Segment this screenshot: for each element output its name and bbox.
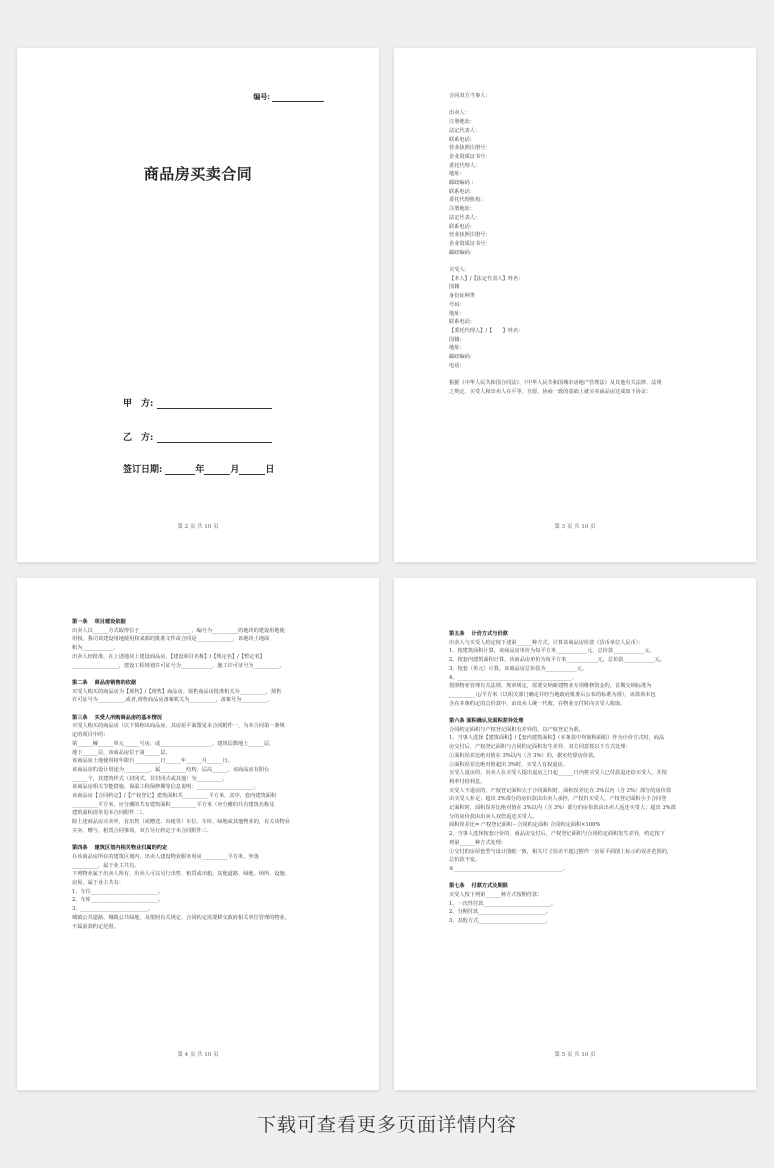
text-line: 列第______种方式处理： bbox=[449, 839, 507, 846]
text-line: 由买受人补足；超出 3%部分的房价款由出卖人承担，产权归买受人。产权登记面积小于合同登 bbox=[449, 796, 667, 803]
article-heading: 第四条 建筑区划内相关物业归属的约定 bbox=[72, 845, 168, 852]
text-line: 委托代理人： bbox=[449, 162, 481, 169]
party-a-blank bbox=[157, 399, 272, 409]
text-line: 出卖人： bbox=[449, 110, 470, 117]
text-line: 邮政编码 ： bbox=[449, 180, 477, 187]
text-line: 身份证种类 bbox=[449, 293, 475, 300]
blank-line bbox=[72, 836, 334, 845]
text-line: 企业资质证书号： bbox=[449, 240, 491, 247]
text-line: 地址： bbox=[449, 171, 465, 178]
text-line: 法定代表人： bbox=[449, 127, 481, 134]
party-b-blank bbox=[157, 433, 272, 443]
text-line: 3、按套（单元）计算，该商品房总价款为____________元。 bbox=[449, 665, 588, 672]
day-label: 日 bbox=[265, 465, 275, 475]
text-line: 该商品房相关节能措施、保温工程保修期等信息说明：______________________。 bbox=[72, 784, 259, 791]
text-line: 地下______层，该商品房位于第______层。 bbox=[72, 749, 171, 756]
page-articles-5-7 bbox=[394, 578, 756, 1090]
text-line: __________元/平方米（以相关部门确定并经当地政府批准后公布的标准为准），该款项未包 bbox=[449, 691, 656, 698]
text-line: 2、车库__________________________。 bbox=[72, 897, 164, 904]
text-line: ______个，其建筑样式（封闭式、非封闭式或其他）为__________。 bbox=[72, 775, 228, 782]
page-footer: 第 2 页 共 10 页 bbox=[177, 524, 219, 530]
text-line: 除上述商品房买卖外，有出售（或赠送、出租等）车位、车库、绿地或其他物业的，有关该物业 bbox=[72, 819, 290, 826]
sign-date-label: 签订日期: bbox=[123, 465, 163, 475]
party-a-field bbox=[123, 396, 272, 409]
sign-date-field bbox=[123, 462, 274, 475]
text-line: 4、____________________________________________。 bbox=[449, 674, 577, 681]
page-parties bbox=[394, 48, 756, 562]
blank-line bbox=[72, 670, 334, 679]
article-heading: 第二条 商品房销售的依据 bbox=[72, 679, 137, 686]
article-heading: 第五条 计价方式与价款 bbox=[449, 631, 508, 637]
text-line: 电话： bbox=[449, 362, 465, 369]
text-line: 含在本条约定的总价款中，由出卖人统一代收，在物业交付时向买受人收取。 bbox=[449, 700, 626, 707]
text-line: 合同双方当事人： bbox=[449, 93, 491, 99]
text-line: __________平方米，应分摊的共有建筑面积__________平方米（应分摊的共有建筑名称及 bbox=[72, 801, 275, 808]
page-cover bbox=[17, 48, 379, 562]
text-line: 联系电话： bbox=[449, 188, 475, 195]
text-line: 该商品房土地使用权年限自__________日______年______月______日。 bbox=[72, 758, 233, 765]
text-line: 房屋，属于业主共有： bbox=[72, 880, 124, 887]
month-label: 月 bbox=[230, 465, 240, 475]
text-line: 根据《中华人民共和国合同法》、《中华人民共和国城市房地产管理法》及其他有关法律、法规 bbox=[449, 380, 662, 387]
text-line: 建筑面积清单见本合同附件二）。 bbox=[72, 810, 148, 817]
text-line: 记面积时，面积误差比绝对值在 3%以内（含 3%）部分的房价款由出卖人返还买受人；超出 3%部 bbox=[449, 805, 676, 812]
text-line: 出卖人经批准，在上述地块上建设商品房，【建设项目名称】/【规定名】/【暂定名】 bbox=[72, 653, 265, 660]
text-line: 该商品房的设计用途为__________，属__________结构，层高______，该商品房有阳台 bbox=[72, 766, 270, 773]
text-line: 之规定，买受人和出卖人在平等、自愿、协商一致的基础上就买卖商品房达成如下协议： bbox=[449, 388, 652, 395]
text-line: 用权。我司该建设用地使用权来源的批准文件或合同是______________，该地块土地面 bbox=[72, 636, 270, 643]
year-blank bbox=[165, 465, 195, 475]
text-line: 许可证号为__________,或者,现售商品房备案机关为__________，备案号为__________。 bbox=[72, 697, 273, 704]
text-line: 国籍： bbox=[449, 336, 465, 343]
text-line: 城镇公共道路、城镇公共绿地、及依照有关规定、合同约定需要移交政府相关单位管理的物业， bbox=[72, 914, 290, 921]
text-line: 3、其他方式__________________________。 bbox=[449, 918, 551, 925]
text-line: 【委托代理人】/【 】姓名： bbox=[449, 327, 524, 334]
text-line: 在该商品房所在的建筑区划内，出卖人建设物业服务用房__________平方米，坐落 bbox=[72, 853, 259, 860]
text-line: 联系电话： bbox=[449, 136, 475, 143]
text-line: 法定代表人： bbox=[449, 214, 481, 221]
text-line: 地址： bbox=[449, 310, 465, 317]
text-line: 3、__________________________。 bbox=[72, 906, 154, 913]
text-line: 2、当事人选择按套计价的，商品房交付后，产权登记面积与合同约定面积发生差异，约定按下 bbox=[449, 831, 665, 838]
day-blank bbox=[239, 465, 265, 475]
text-line: 注册地址： bbox=[449, 206, 475, 213]
text-line: 积为____________。 bbox=[72, 645, 119, 652]
text-line: 利率付给利息。 bbox=[449, 778, 486, 785]
contract-number-label: 编号: bbox=[253, 92, 270, 101]
party-b-label: 乙 方: bbox=[123, 433, 154, 443]
text-line: 国籍 bbox=[449, 284, 460, 291]
text-line: 1、一次性付款__________________________。 bbox=[449, 900, 557, 907]
page-articles-1-4 bbox=[17, 578, 379, 1090]
text-line: 2、按套内建筑面积计算，该商品房单价为每平方米____________元，总价款____________元。 bbox=[449, 657, 665, 664]
document-title: 商品房买卖合同 bbox=[143, 165, 253, 183]
page-footer: 第 4 页 共 10 页 bbox=[177, 1052, 219, 1058]
text-line: 定的项目中的： bbox=[72, 732, 109, 739]
blank-line bbox=[449, 370, 719, 379]
text-line: 2、分期付款__________________________。 bbox=[449, 909, 551, 916]
article-heading: 第七条 付款方式及期限 bbox=[449, 883, 508, 890]
text-line: 出卖人与买受人约定按下述第______种方式，计算该商品房价款（货币单位人民币）： bbox=[449, 639, 644, 646]
blank-line bbox=[449, 708, 711, 717]
text-line: 地址： bbox=[449, 345, 465, 352]
text-line: 下列物业属于出卖人所有，出卖人可以另行出售、租赁或出租，其他道路、绿地、场所、设施、 bbox=[72, 871, 290, 878]
text-line: ①交付的房屋套型与设计图纸一致，相关尺寸误差不超过附件一房屋平面图上标示的误差范围的， bbox=[449, 848, 673, 855]
blank-line bbox=[449, 257, 719, 266]
text-line: 企业资质证书号： bbox=[449, 153, 491, 160]
text-line: 1、按建筑面积计算，该商品房单价为每平方米____________元，总价款____________元。 bbox=[449, 648, 655, 655]
text-line: 合同约定面积与产权登记面积有差异的，以产权登记为准。 bbox=[449, 726, 584, 733]
page-footer: 第 5 页 共 10 页 bbox=[554, 1052, 596, 1058]
article-heading: 第一条 项目建设依据 bbox=[72, 619, 126, 625]
text-line: 买受人购买的商品房为【预售】/【现售】商品房。预售商品房批准机关为__________，预售 bbox=[72, 688, 282, 695]
party-a-label: 甲 方: bbox=[123, 399, 154, 409]
page-body bbox=[449, 92, 719, 397]
text-line: ①面积误差比绝对值在 3%以内（含 3%）的，据实结算房价款。 bbox=[449, 752, 599, 759]
text-line: 第______幢______单元______号房，或____________________，建筑层数地上______层， bbox=[72, 740, 275, 747]
blank-line bbox=[449, 101, 719, 110]
page-footer: 第 3 页 共 10 页 bbox=[554, 524, 596, 530]
text-line: __________________，建设工程规划许可证号为____________，施工许可证号为__________。 bbox=[72, 662, 285, 669]
article-heading: 第三条 买受人所购商品房的基本情况 bbox=[72, 714, 162, 721]
article-heading: 第六条 面积确认及面积差异处理 bbox=[449, 718, 524, 725]
page-body bbox=[449, 630, 711, 926]
text-line: 号码： bbox=[449, 301, 465, 308]
text-line: 1、车位__________________________。 bbox=[72, 888, 164, 895]
party-b-field bbox=[123, 430, 272, 443]
text-line: __________，属于业主共有。 bbox=[72, 862, 140, 869]
text-line: 买受人按下列第______种方式按期付款： bbox=[449, 892, 543, 899]
download-caption: 下载可查看更多页面详情内容 bbox=[256, 1114, 517, 1136]
text-line: ②__________________________________________。 bbox=[449, 865, 568, 872]
text-line: 总价款不变。 bbox=[449, 857, 481, 864]
text-line: 【本人】/【法定代表人】姓名： bbox=[449, 275, 524, 282]
text-line: 注册地址： bbox=[449, 119, 475, 126]
blank-line bbox=[72, 705, 334, 714]
text-line: 1、当事人选择【建筑面积】/【套内建筑面积】（本条款中均简称面积）作为计价方式时，商品 bbox=[449, 735, 665, 742]
text-line: 邮政编码： bbox=[449, 354, 475, 361]
blank-line bbox=[449, 874, 711, 883]
watermark bbox=[568, 488, 587, 513]
text-line: 房交付后，产权登记面积与合同约定面积发生差异，双方同意按以下方式处理： bbox=[449, 744, 631, 751]
text-line: 买受人退房的，出卖人在买受人提出退房之日起______日内将买受人已付款退还给买受人，并按 bbox=[449, 770, 667, 777]
text-line: 买卖、赠与、租赁合同事项，双方另行约定于本合同附件三。 bbox=[72, 827, 213, 834]
year-label: 年 bbox=[195, 465, 205, 475]
text-line: 面积误差比= 产权登记面积－合同约定面积 合同约定面积×100% bbox=[449, 822, 601, 829]
text-line: 该商品房【合同约定】/【产权登记】建筑面积共__________平方米，其中，套内建筑面积 bbox=[72, 793, 277, 800]
text-line: 买受人购买的商品房（以下简称该商品房，其房屋平面图见本合同附件一，为本合同第一条规 bbox=[72, 723, 285, 730]
text-line: 营业执照注册号： bbox=[449, 232, 491, 239]
text-line: 不属前款约定范围。 bbox=[72, 923, 119, 930]
month-blank bbox=[204, 465, 230, 475]
text-line: 委托代理机构： bbox=[449, 197, 486, 204]
text-line: 按照物业管理有关法规、规章规定，需要交纳新建物业专项维修资金的，首期交纳标准为 bbox=[449, 683, 652, 690]
contract-number-blank bbox=[272, 94, 324, 102]
page-body bbox=[72, 618, 334, 931]
text-line: ②面积误差比绝对值超出 3%时，买受人有权退房。 bbox=[449, 761, 568, 768]
text-line: 买受人不退房的，产权登记面积大于合同面积时，面积误差比在 3%以内（含 3%）部分的房价款 bbox=[449, 787, 672, 794]
text-line: 分的房价款由出卖人双倍返还买受人。 bbox=[449, 813, 538, 820]
text-line: 联系电话： bbox=[449, 319, 475, 326]
text-line: 买受人： bbox=[449, 267, 470, 274]
text-line: 联系电话： bbox=[449, 223, 475, 230]
contract-number-field bbox=[253, 92, 324, 102]
text-line: 营业执照注册号： bbox=[449, 145, 491, 152]
text-line: 出卖人以______方式取得位于____________________、编号为__________的地块的建设用地使 bbox=[72, 627, 285, 634]
text-line: 邮政编码： bbox=[449, 249, 475, 256]
